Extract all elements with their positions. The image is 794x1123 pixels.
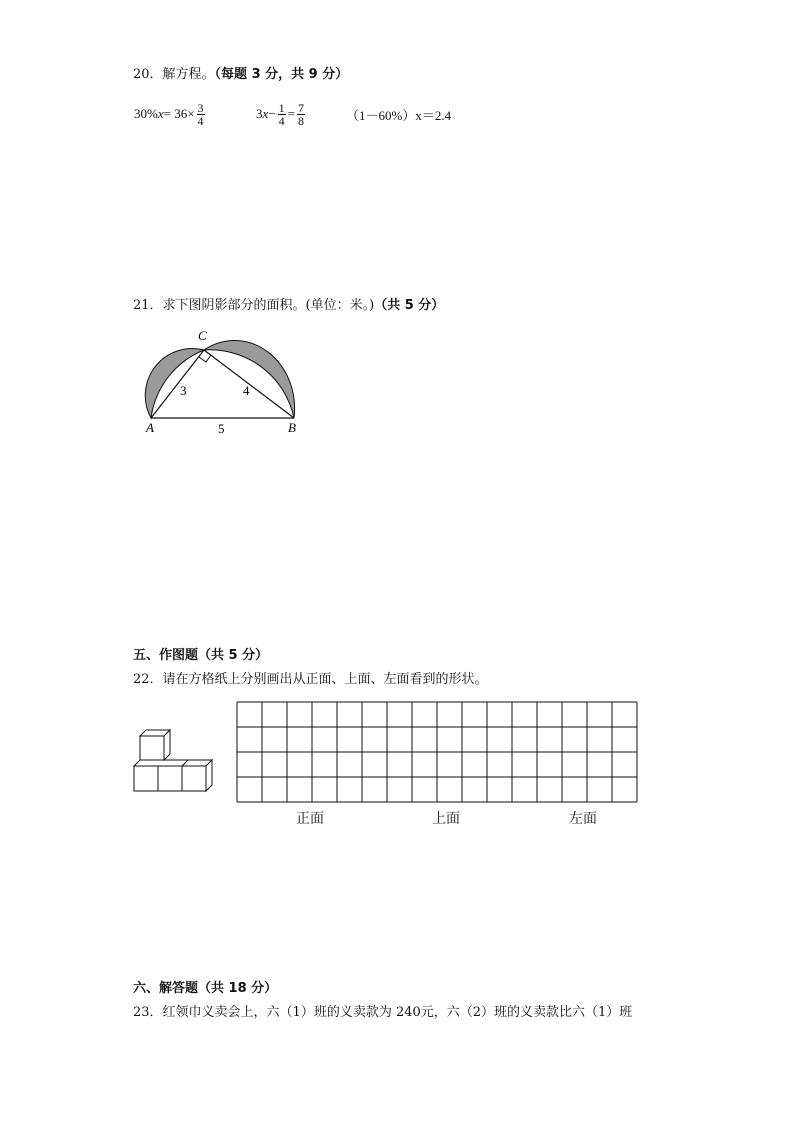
view-label-front: 正面: [296, 811, 324, 827]
eq2-minus: −: [268, 106, 276, 121]
view-label-top: 上面: [432, 811, 460, 827]
eq1-left: 30%: [134, 106, 158, 121]
q20-equation-2: [256, 98, 307, 130]
eq1-frac-num: 3: [197, 100, 204, 115]
eq2-left: 3: [256, 106, 263, 121]
section6-title: 六、解答题（共 18 分）: [133, 981, 278, 996]
view-label-left: 左面: [569, 811, 597, 827]
eq2-frac2-den: 8: [297, 113, 304, 128]
q20-label: 20．解方程。: [133, 67, 215, 82]
eq1-frac-den: 4: [197, 113, 204, 128]
q21-label: 21．求下图阴影部分的面积。(单位：米。): [133, 298, 375, 313]
q22-title: 22．请在方格纸上分别画出从正面、上面、左面看到的形状。: [133, 672, 488, 687]
q20-equation-3: （1－60%）x＝2.4: [346, 107, 452, 123]
q21-title: [133, 297, 444, 315]
vertex-b-label: B: [288, 420, 296, 435]
side-ac-label: 3: [180, 383, 187, 398]
left-lune-shading: [145, 349, 204, 418]
right-angle-mark: [199, 355, 211, 362]
q20-points: （每题 3 分，共 9 分）: [214, 67, 349, 82]
eq2-equals: =: [287, 106, 295, 121]
right-lune-shading: [204, 340, 295, 418]
eq2-frac2-num: 7: [297, 100, 304, 115]
section5-title: 五、作图题（共 5 分）: [133, 648, 269, 663]
q20-equation-1: [134, 98, 207, 130]
side-ab-label: 5: [218, 421, 225, 436]
q23-title: 23．红领巾义卖会上，六（1）班的义卖款为 240元，六（2）班的义卖款比六（1）班: [133, 1005, 633, 1020]
q21-points: （共 5 分）: [374, 298, 445, 313]
eq2-frac1-den: 4: [278, 113, 285, 128]
drawing-grid[interactable]: [236, 701, 638, 803]
eq2-fraction-2: [297, 102, 305, 127]
q20-title: [133, 66, 348, 84]
eq1-mid: = 36×: [163, 106, 195, 121]
eq1-var: x: [157, 106, 164, 121]
eq2-fraction-1: [278, 102, 286, 127]
side-bc-label: 4: [243, 383, 250, 398]
semicircle-figure: [124, 320, 324, 440]
vertex-c-label: C: [198, 328, 207, 343]
eq1-fraction: [197, 102, 205, 127]
cube-stack-figure: [130, 724, 220, 796]
vertex-a-label: A: [146, 420, 154, 435]
eq2-frac1-num: 1: [278, 100, 285, 115]
eq2-var: x: [262, 106, 269, 121]
